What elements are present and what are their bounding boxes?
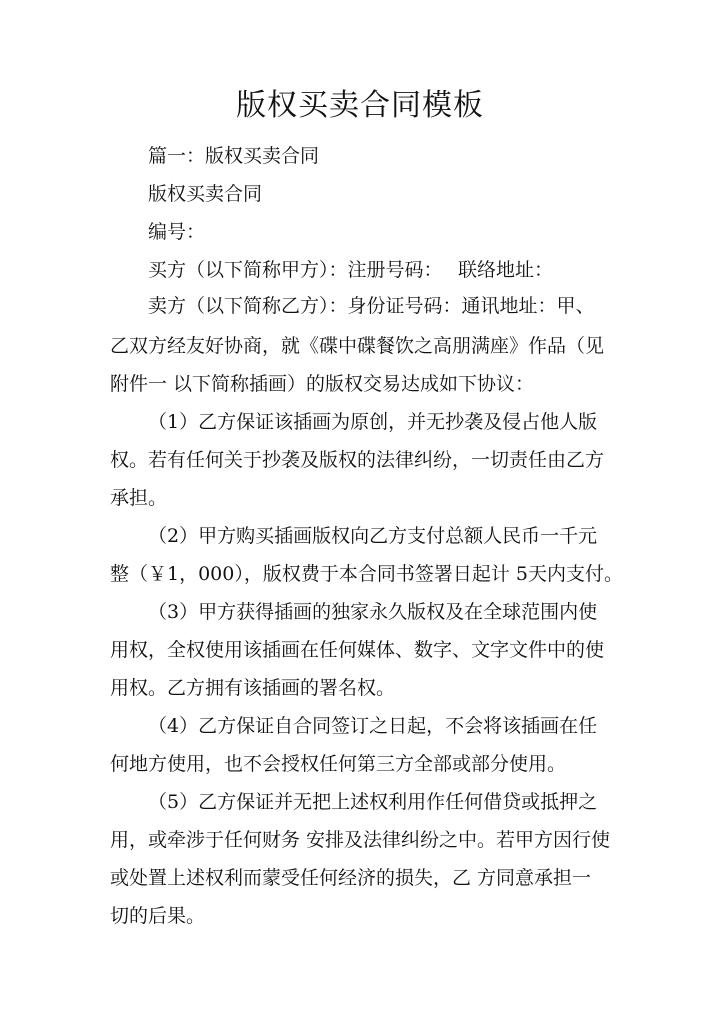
clause-5-line: （5）乙方保证并无把上述权利用作任何借贷或抵押之 bbox=[148, 791, 598, 813]
paragraph-line: 乙双方经友好协商，就《碟中碟餐饮之高朋满座》作品（见 bbox=[110, 335, 605, 357]
seller-line: 卖方（以下简称乙方）：身份证号码：通讯地址：甲、 bbox=[148, 295, 595, 317]
clause-1-line: 权。若有任何关于抄袭及版权的法律纠纷，一切责任由乙方 bbox=[110, 449, 605, 471]
clause-5-line: 或处置上述权利而蒙受任何经济的损失，乙 方同意承担一 bbox=[110, 867, 592, 889]
section-heading: 篇一：版权买卖合同 bbox=[148, 145, 320, 167]
clause-5-line: 切的后果。 bbox=[110, 905, 206, 927]
clause-3-line: 用权，全权使用该插画在任何媒体、数字、文字文件中的使 bbox=[110, 639, 605, 661]
clause-4-line: 何地方使用，也不会授权任何第三方全部或部分使用。 bbox=[110, 753, 567, 775]
clause-4-line: （4）乙方保证自合同签订之日起，不会将该插画在任 bbox=[148, 715, 598, 737]
contract-number-label: 编号： bbox=[148, 221, 206, 243]
clause-3-line: （3）甲方获得插画的独家永久版权及在全球范围内使 bbox=[148, 601, 598, 623]
clause-5-line: 用，或牵涉于任何财务 安排及法律纠纷之中。若甲方因行使 bbox=[110, 829, 611, 851]
document-title: 版权买卖合同模板 bbox=[236, 88, 484, 123]
clause-2-line: （2）甲方购买插画版权向乙方支付总额人民币一千元 bbox=[148, 525, 598, 547]
clause-1-line: （1）乙方保证该插画为原创，并无抄袭及侵占他人版 bbox=[148, 411, 598, 433]
clause-1-line: 承担。 bbox=[110, 487, 168, 509]
paragraph-line: 附件一 以下简称插画）的版权交易达成如下协议： bbox=[110, 373, 535, 395]
buyer-line: 买方（以下简称甲方）：注册号码： 联络地址： bbox=[148, 259, 554, 281]
clause-3-line: 用权。乙方拥有该插画的署名权。 bbox=[110, 677, 396, 699]
contract-name: 版权买卖合同 bbox=[148, 183, 263, 205]
clause-2-line: 整（￥1，000），版权费于本合同书签署日起计 5天内支付。 bbox=[110, 563, 623, 585]
